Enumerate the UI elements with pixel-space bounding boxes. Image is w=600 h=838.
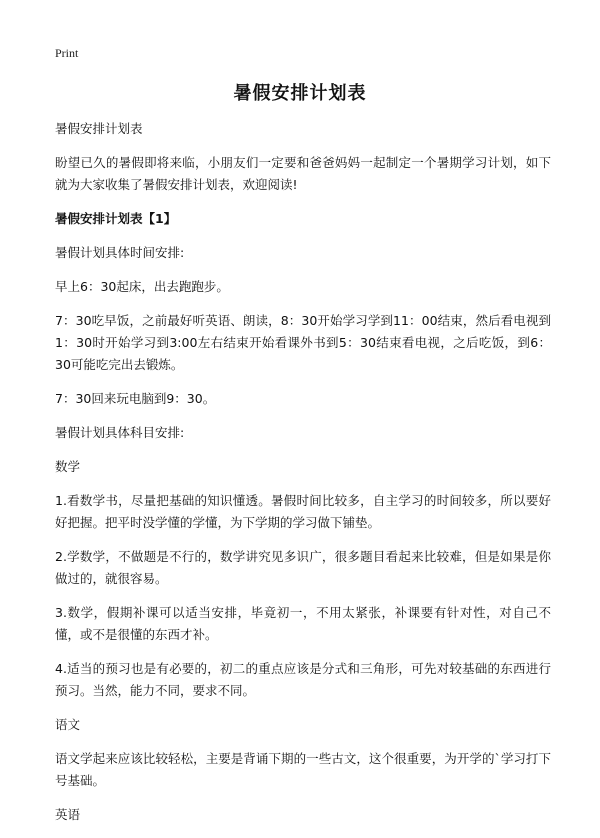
time-item: 7：30吃早饭，之前最好听英语、朗读，8：30开始学习学到11：00结束，然后看电视到1：30时开始学习到3:00左右结束开始看课外书到5：30结束看电视，之后吃饭，到6：30可能吃完出去锻炼。 bbox=[55, 313, 551, 372]
english-heading: 英语 bbox=[55, 807, 81, 822]
time-item: 早上6：30起床，出去跑跑步。 bbox=[55, 279, 229, 294]
time-item: 7：30回来玩电脑到9：30。 bbox=[55, 391, 216, 406]
subject-schedule-heading: 暑假计划具体科目安排: bbox=[55, 425, 185, 440]
math-item: 1.看数学书，尽量把基础的知识懂透。暑假时间比较多，自主学习的时间较多，所以要好好把握。把平时没学懂的学懂，为下学期的学习做下铺垫。 bbox=[55, 493, 551, 530]
article-body bbox=[55, 118, 551, 838]
math-item: 2.学数学，不做题是不行的，数学讲究见多识广，很多题目看起来比较难，但是如果是你做过的，就很容易。 bbox=[55, 549, 551, 586]
math-item: 4.适当的预习也是有必要的，初二的重点应该是分式和三角形，可先对较基础的东西进行预习。当然，能力不同，要求不同。 bbox=[55, 661, 551, 698]
intro-paragraph: 盼望已久的暑假即将来临，小朋友们一定要和爸爸妈妈一起制定一个暑期学习计划，如下就为大家收集了暑假安排计划表，欢迎阅读! bbox=[55, 155, 551, 192]
chinese-item: 语文学起来应该比较轻松，主要是背诵下期的一些古文，这个很重要，为开学的`学习打下号基础。 bbox=[55, 751, 551, 788]
article-subtitle: 暑假安排计划表 bbox=[55, 121, 143, 136]
page-title: 暑假安排计划表 bbox=[233, 83, 367, 104]
time-schedule-heading: 暑假计划具体时间安排: bbox=[55, 245, 185, 260]
math-heading: 数学 bbox=[55, 459, 81, 474]
math-item: 3.数学，假期补课可以适当安排，毕竟初一，不用太紧张，补课要有针对性，对自己不懂，或不是很懂的东西才补。 bbox=[55, 605, 551, 642]
chinese-heading: 语文 bbox=[55, 717, 81, 732]
section-heading: 暑假安排计划表【1】 bbox=[55, 211, 177, 226]
print-link[interactable]: Print bbox=[55, 46, 79, 60]
